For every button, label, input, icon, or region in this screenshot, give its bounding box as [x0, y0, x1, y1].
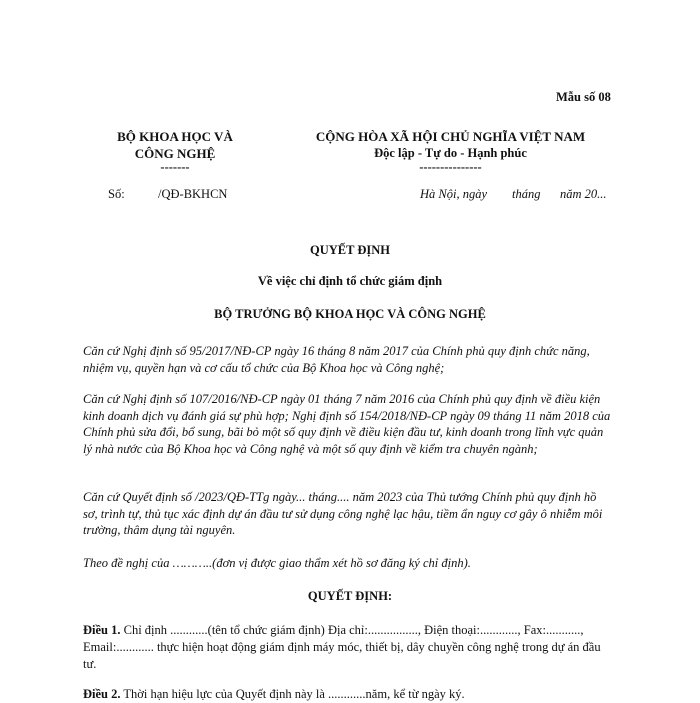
article-2 — [83, 686, 613, 703]
decision-heading: QUYẾT ĐỊNH: — [307, 589, 393, 603]
nation-name: CỘNG HÒA XÃ HỘI CHỦ NGHĨA VIỆT NAM — [315, 129, 586, 144]
legal-basis-1: Căn cứ Nghị định số 95/2017/NĐ-CP ngày 16 tháng 8 năm 2017 của Chính phủ quy định chức năng, nhiệm vụ, quyền hạn và cơ cấu tổ chức của Bộ Khoa học và Công nghệ; — [83, 344, 590, 375]
nation-motto: Độc lập - Tự do - Hạnh phúc — [374, 146, 527, 160]
date-year: năm 20... — [560, 187, 607, 201]
agency-line-2: CÔNG NGHỆ — [134, 146, 216, 161]
legal-basis-2: Căn cứ Nghị định số 107/2016/NĐ-CP ngày 01 tháng 7 năm 2016 của Chính phủ quy định về điều kiện kinh doanh dịch vụ đánh giá sự phù hợp; Nghị định số 154/2018/NĐ-CP ngày 09 tháng 11 năm 2018 của Chính phủ sửa đổi, bổ sung, bãi bỏ một số quy định về điều kiện đầu tư, kinh doanh trong lĩnh vực quản lý nhà nước của Bộ Khoa học và Công nghệ và một số quy định về kiểm tra chuyên ngành; — [83, 392, 611, 456]
form-number: Mẫu số 08 — [556, 90, 611, 104]
document-title: QUYẾT ĐỊNH — [310, 243, 390, 257]
article-1 — [83, 622, 613, 673]
article-2-text: Thời hạn hiệu lực của Quyết định này là ............năm, kể từ ngày ký. — [120, 687, 465, 701]
doc-number-code: /QĐ-BKHCN — [158, 187, 228, 201]
proposal-basis: Theo đề nghị của ………..(đơn vị được giao thẩm xét hồ sơ đăng ký chỉ định). — [83, 556, 471, 570]
place-date: Hà Nội, ngày — [420, 187, 488, 201]
agency-line-1: BỘ KHOA HỌC VÀ — [117, 129, 233, 144]
article-2-label: Điều 2. — [83, 687, 121, 701]
issuing-authority: BỘ TRƯỞNG BỘ KHOA HỌC VÀ CÔNG NGHỆ — [214, 307, 486, 321]
date-month: tháng — [512, 187, 541, 201]
nation-rule: --------------- — [419, 160, 482, 174]
doc-number-label: Số: — [108, 187, 125, 201]
article-1-label: Điều 1. — [83, 623, 121, 637]
document-subject: Về việc chỉ định tổ chức giám định — [257, 274, 443, 288]
article-1-text: Chỉ định ............(tên tổ chức giám định) Địa chỉ:................, Điện thoại:............, Fax:..........., Email:............ thực hiện hoạt động giám định máy móc, thiết bị, dây chuyền công nghệ trong dự án đầu tư. — [83, 623, 601, 671]
agency-rule: ------- — [160, 160, 190, 174]
legal-basis-3: Căn cứ Quyết định số /2023/QĐ-TTg ngày... tháng.... năm 2023 của Thủ tướng Chính phủ quy định hồ sơ, trình tự, thủ tục xác định dự án đầu tư sử dụng công nghệ lạc hậu, tiềm ẩn nguy cơ gây ô nhiễm môi trường, thâm dụng tài nguyên. — [83, 490, 603, 537]
